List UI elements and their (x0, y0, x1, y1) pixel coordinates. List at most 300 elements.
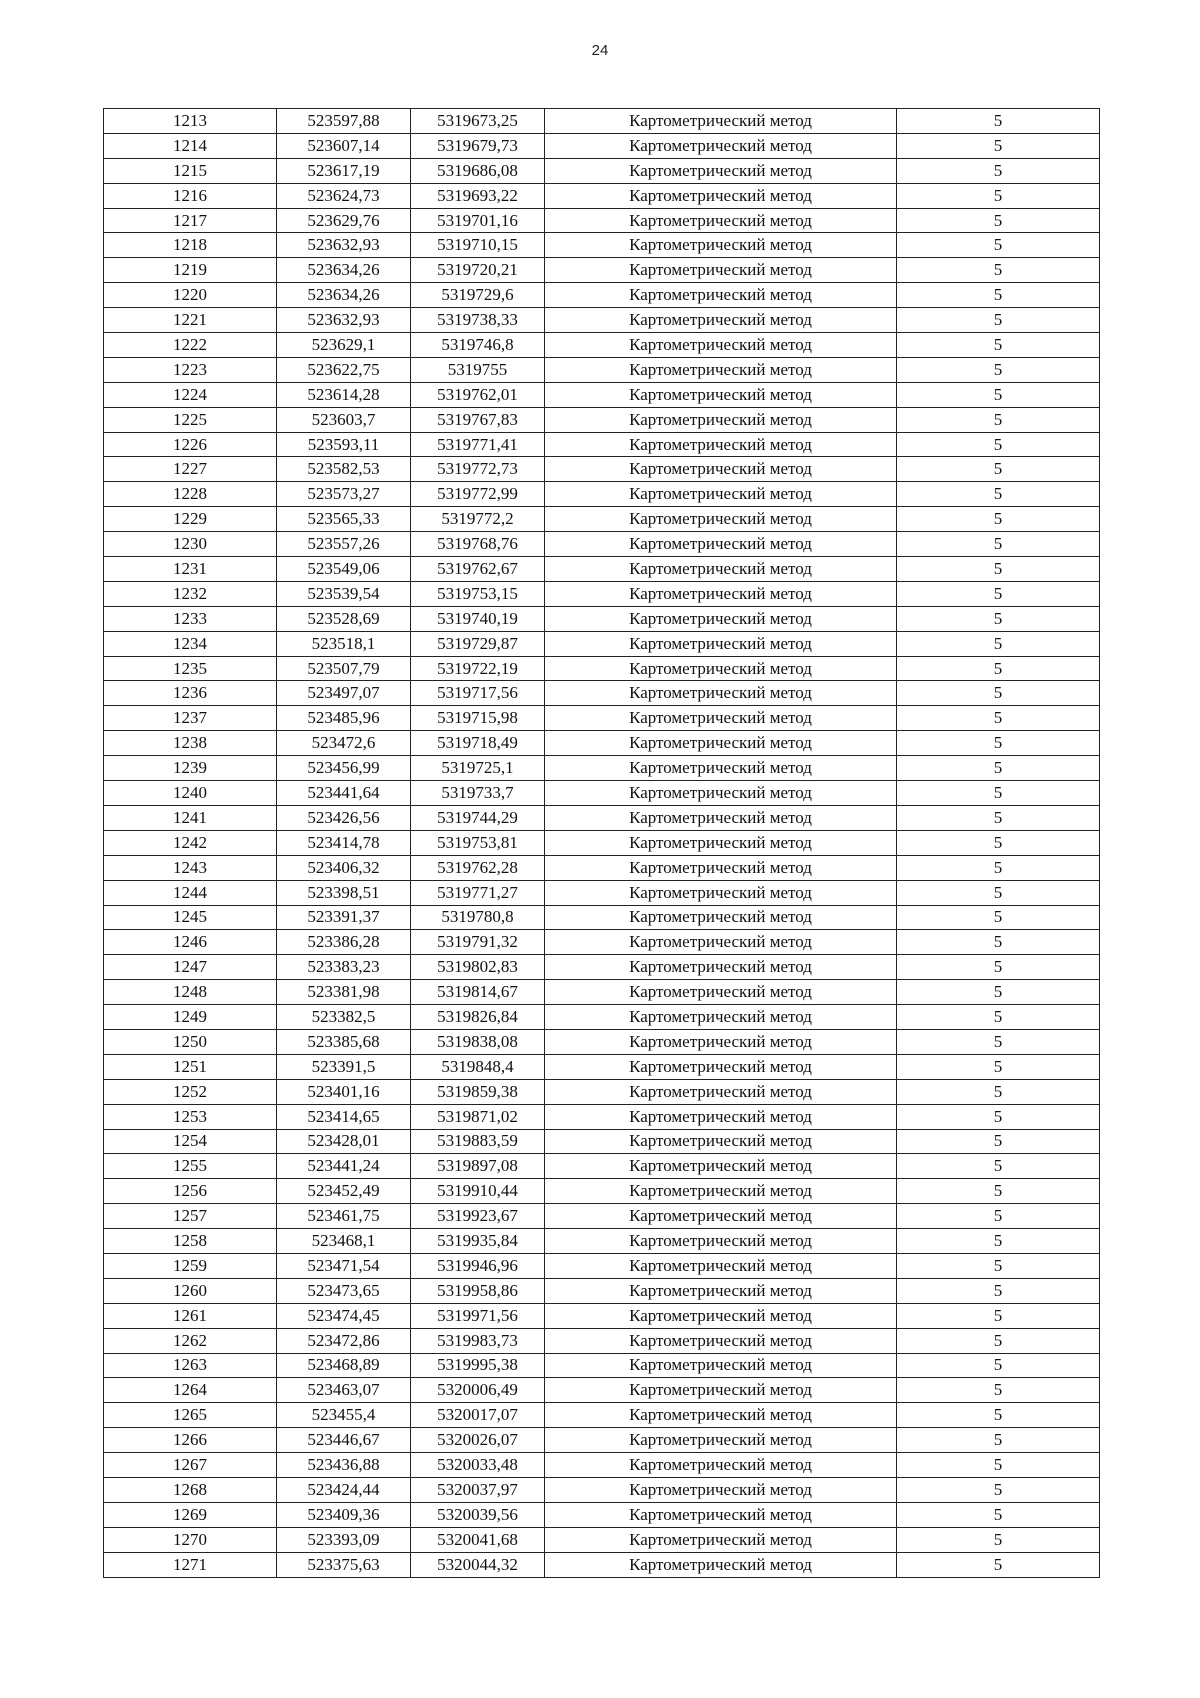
y-coordinate-cell: 5319753,15 (411, 581, 545, 606)
y-coordinate-cell: 5319733,7 (411, 781, 545, 806)
table-row (104, 681, 1100, 706)
method-cell: Картометрический метод (545, 1054, 897, 1079)
table-row (104, 407, 1100, 432)
precision-cell: 5 (897, 1552, 1100, 1577)
method-cell: Картометрический метод (545, 308, 897, 333)
point-number-cell: 1222 (104, 333, 277, 358)
x-coordinate-cell: 523375,63 (277, 1552, 411, 1577)
method-cell: Картометрический метод (545, 1229, 897, 1254)
y-coordinate-cell: 5319923,67 (411, 1204, 545, 1229)
precision-cell: 5 (897, 581, 1100, 606)
method-cell: Картометрический метод (545, 333, 897, 358)
precision-cell: 5 (897, 1204, 1100, 1229)
table-row (104, 532, 1100, 557)
y-coordinate-cell: 5320033,48 (411, 1453, 545, 1478)
x-coordinate-cell: 523497,07 (277, 681, 411, 706)
method-cell: Картометрический метод (545, 158, 897, 183)
table-row (104, 830, 1100, 855)
method-cell: Картометрический метод (545, 606, 897, 631)
y-coordinate-cell: 5319814,67 (411, 980, 545, 1005)
x-coordinate-cell: 523622,75 (277, 357, 411, 382)
x-coordinate-cell: 523528,69 (277, 606, 411, 631)
precision-cell: 5 (897, 1353, 1100, 1378)
table-row (104, 357, 1100, 382)
x-coordinate-cell: 523385,68 (277, 1029, 411, 1054)
x-coordinate-cell: 523549,06 (277, 557, 411, 582)
x-coordinate-cell: 523428,01 (277, 1129, 411, 1154)
table-row (104, 1278, 1100, 1303)
precision-cell: 5 (897, 1104, 1100, 1129)
table-row (104, 1428, 1100, 1453)
y-coordinate-cell: 5319983,73 (411, 1328, 545, 1353)
point-number-cell: 1232 (104, 581, 277, 606)
point-number-cell: 1252 (104, 1079, 277, 1104)
method-cell: Картометрический метод (545, 681, 897, 706)
method-cell: Картометрический метод (545, 1378, 897, 1403)
point-number-cell: 1259 (104, 1253, 277, 1278)
method-cell: Картометрический метод (545, 706, 897, 731)
method-cell: Картометрический метод (545, 631, 897, 656)
precision-cell: 5 (897, 606, 1100, 631)
table-row (104, 1527, 1100, 1552)
point-number-cell: 1240 (104, 781, 277, 806)
x-coordinate-cell: 523507,79 (277, 656, 411, 681)
y-coordinate-cell: 5319710,15 (411, 233, 545, 258)
table-row (104, 930, 1100, 955)
y-coordinate-cell: 5319802,83 (411, 955, 545, 980)
precision-cell: 5 (897, 283, 1100, 308)
point-number-cell: 1219 (104, 258, 277, 283)
point-number-cell: 1256 (104, 1179, 277, 1204)
point-number-cell: 1234 (104, 631, 277, 656)
x-coordinate-cell: 523468,1 (277, 1229, 411, 1254)
y-coordinate-cell: 5319910,44 (411, 1179, 545, 1204)
table-row (104, 1154, 1100, 1179)
table-row (104, 233, 1100, 258)
point-number-cell: 1217 (104, 208, 277, 233)
precision-cell: 5 (897, 880, 1100, 905)
method-cell: Картометрический метод (545, 1552, 897, 1577)
x-coordinate-cell: 523607,14 (277, 133, 411, 158)
x-coordinate-cell: 523461,75 (277, 1204, 411, 1229)
table-row (104, 631, 1100, 656)
precision-cell: 5 (897, 706, 1100, 731)
point-number-cell: 1242 (104, 830, 277, 855)
y-coordinate-cell: 5319780,8 (411, 905, 545, 930)
point-number-cell: 1264 (104, 1378, 277, 1403)
precision-cell: 5 (897, 1229, 1100, 1254)
point-number-cell: 1225 (104, 407, 277, 432)
y-coordinate-cell: 5319958,86 (411, 1278, 545, 1303)
y-coordinate-cell: 5319738,33 (411, 308, 545, 333)
method-cell: Картометрический метод (545, 1303, 897, 1328)
y-coordinate-cell: 5319771,27 (411, 880, 545, 905)
precision-cell: 5 (897, 507, 1100, 532)
precision-cell: 5 (897, 432, 1100, 457)
table-row (104, 606, 1100, 631)
y-coordinate-cell: 5319755 (411, 357, 545, 382)
precision-cell: 5 (897, 557, 1100, 582)
y-coordinate-cell: 5319848,4 (411, 1054, 545, 1079)
point-number-cell: 1269 (104, 1502, 277, 1527)
table-row (104, 1104, 1100, 1129)
point-number-cell: 1268 (104, 1477, 277, 1502)
table-row (104, 1477, 1100, 1502)
y-coordinate-cell: 5320039,56 (411, 1502, 545, 1527)
point-number-cell: 1220 (104, 283, 277, 308)
precision-cell: 5 (897, 532, 1100, 557)
point-number-cell: 1255 (104, 1154, 277, 1179)
point-number-cell: 1216 (104, 183, 277, 208)
y-coordinate-cell: 5320041,68 (411, 1527, 545, 1552)
table-row (104, 805, 1100, 830)
precision-cell: 5 (897, 109, 1100, 134)
x-coordinate-cell: 523632,93 (277, 233, 411, 258)
precision-cell: 5 (897, 357, 1100, 382)
method-cell: Картометрический метод (545, 1204, 897, 1229)
method-cell: Картометрический метод (545, 382, 897, 407)
table-row (104, 1179, 1100, 1204)
precision-cell: 5 (897, 382, 1100, 407)
x-coordinate-cell: 523603,7 (277, 407, 411, 432)
method-cell: Картометрический метод (545, 233, 897, 258)
table-row (104, 1552, 1100, 1577)
precision-cell: 5 (897, 781, 1100, 806)
precision-cell: 5 (897, 1502, 1100, 1527)
y-coordinate-cell: 5319771,41 (411, 432, 545, 457)
method-cell: Картометрический метод (545, 1278, 897, 1303)
y-coordinate-cell: 5319740,19 (411, 606, 545, 631)
precision-cell: 5 (897, 1303, 1100, 1328)
table-row (104, 133, 1100, 158)
point-number-cell: 1233 (104, 606, 277, 631)
precision-cell: 5 (897, 1005, 1100, 1030)
point-number-cell: 1246 (104, 930, 277, 955)
y-coordinate-cell: 5319826,84 (411, 1005, 545, 1030)
method-cell: Картометрический метод (545, 905, 897, 930)
precision-cell: 5 (897, 457, 1100, 482)
table-row (104, 756, 1100, 781)
x-coordinate-cell: 523409,36 (277, 1502, 411, 1527)
table-row (104, 557, 1100, 582)
method-cell: Картометрический метод (545, 1029, 897, 1054)
point-number-cell: 1229 (104, 507, 277, 532)
page-number: 24 (591, 42, 609, 59)
y-coordinate-cell: 5319762,01 (411, 382, 545, 407)
point-number-cell: 1239 (104, 756, 277, 781)
point-number-cell: 1241 (104, 805, 277, 830)
precision-cell: 5 (897, 1129, 1100, 1154)
method-cell: Картометрический метод (545, 432, 897, 457)
x-coordinate-cell: 523634,26 (277, 258, 411, 283)
point-number-cell: 1254 (104, 1129, 277, 1154)
x-coordinate-cell: 523381,98 (277, 980, 411, 1005)
table-row (104, 880, 1100, 905)
precision-cell: 5 (897, 756, 1100, 781)
precision-cell: 5 (897, 905, 1100, 930)
x-coordinate-cell: 523468,89 (277, 1353, 411, 1378)
point-number-cell: 1231 (104, 557, 277, 582)
precision-cell: 5 (897, 855, 1100, 880)
y-coordinate-cell: 5319897,08 (411, 1154, 545, 1179)
x-coordinate-cell: 523424,44 (277, 1477, 411, 1502)
method-cell: Картометрический метод (545, 1154, 897, 1179)
y-coordinate-cell: 5319679,73 (411, 133, 545, 158)
table-row (104, 183, 1100, 208)
method-cell: Картометрический метод (545, 1502, 897, 1527)
precision-cell: 5 (897, 656, 1100, 681)
point-number-cell: 1230 (104, 532, 277, 557)
x-coordinate-cell: 523518,1 (277, 631, 411, 656)
x-coordinate-cell: 523386,28 (277, 930, 411, 955)
method-cell: Картометрический метод (545, 1005, 897, 1030)
precision-cell: 5 (897, 308, 1100, 333)
table-row (104, 781, 1100, 806)
y-coordinate-cell: 5319971,56 (411, 1303, 545, 1328)
method-cell: Картометрический метод (545, 1453, 897, 1478)
method-cell: Картометрический метод (545, 133, 897, 158)
y-coordinate-cell: 5319686,08 (411, 158, 545, 183)
x-coordinate-cell: 523593,11 (277, 432, 411, 457)
x-coordinate-cell: 523414,78 (277, 830, 411, 855)
point-number-cell: 1237 (104, 706, 277, 731)
precision-cell: 5 (897, 1029, 1100, 1054)
table-row (104, 283, 1100, 308)
point-number-cell: 1228 (104, 482, 277, 507)
precision-cell: 5 (897, 955, 1100, 980)
x-coordinate-cell: 523634,26 (277, 283, 411, 308)
precision-cell: 5 (897, 482, 1100, 507)
point-number-cell: 1243 (104, 855, 277, 880)
point-number-cell: 1238 (104, 731, 277, 756)
method-cell: Картометрический метод (545, 731, 897, 756)
method-cell: Картометрический метод (545, 1129, 897, 1154)
precision-cell: 5 (897, 333, 1100, 358)
method-cell: Картометрический метод (545, 1104, 897, 1129)
x-coordinate-cell: 523446,67 (277, 1428, 411, 1453)
point-number-cell: 1218 (104, 233, 277, 258)
table-row (104, 1353, 1100, 1378)
precision-cell: 5 (897, 407, 1100, 432)
y-coordinate-cell: 5319762,28 (411, 855, 545, 880)
precision-cell: 5 (897, 133, 1100, 158)
method-cell: Картометрический метод (545, 1079, 897, 1104)
table-row (104, 905, 1100, 930)
x-coordinate-cell: 523441,64 (277, 781, 411, 806)
point-number-cell: 1221 (104, 308, 277, 333)
precision-cell: 5 (897, 980, 1100, 1005)
y-coordinate-cell: 5319673,25 (411, 109, 545, 134)
table-row (104, 581, 1100, 606)
precision-cell: 5 (897, 1328, 1100, 1353)
y-coordinate-cell: 5319744,29 (411, 805, 545, 830)
x-coordinate-cell: 523441,24 (277, 1154, 411, 1179)
precision-cell: 5 (897, 1403, 1100, 1428)
table-row (104, 1079, 1100, 1104)
y-coordinate-cell: 5319946,96 (411, 1253, 545, 1278)
point-number-cell: 1235 (104, 656, 277, 681)
table-row (104, 855, 1100, 880)
precision-cell: 5 (897, 258, 1100, 283)
y-coordinate-cell: 5319859,38 (411, 1079, 545, 1104)
y-coordinate-cell: 5319729,87 (411, 631, 545, 656)
y-coordinate-cell: 5319871,02 (411, 1104, 545, 1129)
method-cell: Картометрический метод (545, 357, 897, 382)
method-cell: Картометрический метод (545, 457, 897, 482)
precision-cell: 5 (897, 233, 1100, 258)
x-coordinate-cell: 523456,99 (277, 756, 411, 781)
table-row (104, 109, 1100, 134)
point-number-cell: 1266 (104, 1428, 277, 1453)
method-cell: Картометрический метод (545, 1253, 897, 1278)
method-cell: Картометрический метод (545, 980, 897, 1005)
method-cell: Картометрический метод (545, 1403, 897, 1428)
point-number-cell: 1244 (104, 880, 277, 905)
y-coordinate-cell: 5320017,07 (411, 1403, 545, 1428)
x-coordinate-cell: 523485,96 (277, 706, 411, 731)
precision-cell: 5 (897, 1179, 1100, 1204)
table-row (104, 457, 1100, 482)
y-coordinate-cell: 5319717,56 (411, 681, 545, 706)
precision-cell: 5 (897, 1054, 1100, 1079)
table-row (104, 1502, 1100, 1527)
point-number-cell: 1262 (104, 1328, 277, 1353)
x-coordinate-cell: 523582,53 (277, 457, 411, 482)
method-cell: Картометрический метод (545, 1179, 897, 1204)
table-row (104, 1303, 1100, 1328)
method-cell: Картометрический метод (545, 507, 897, 532)
y-coordinate-cell: 5319883,59 (411, 1129, 545, 1154)
precision-cell: 5 (897, 1253, 1100, 1278)
y-coordinate-cell: 5319722,19 (411, 656, 545, 681)
method-cell: Картометрический метод (545, 781, 897, 806)
y-coordinate-cell: 5319838,08 (411, 1029, 545, 1054)
y-coordinate-cell: 5319935,84 (411, 1229, 545, 1254)
x-coordinate-cell: 523463,07 (277, 1378, 411, 1403)
table-row (104, 1253, 1100, 1278)
x-coordinate-cell: 523406,32 (277, 855, 411, 880)
table-row (104, 731, 1100, 756)
method-cell: Картометрический метод (545, 581, 897, 606)
y-coordinate-cell: 5319693,22 (411, 183, 545, 208)
precision-cell: 5 (897, 1278, 1100, 1303)
method-cell: Картометрический метод (545, 283, 897, 308)
x-coordinate-cell: 523539,54 (277, 581, 411, 606)
table-row (104, 258, 1100, 283)
x-coordinate-cell: 523472,6 (277, 731, 411, 756)
precision-cell: 5 (897, 1428, 1100, 1453)
x-coordinate-cell: 523624,73 (277, 183, 411, 208)
point-number-cell: 1270 (104, 1527, 277, 1552)
method-cell: Картометрический метод (545, 656, 897, 681)
method-cell: Картометрический метод (545, 955, 897, 980)
y-coordinate-cell: 5319768,76 (411, 532, 545, 557)
table-row (104, 1005, 1100, 1030)
y-coordinate-cell: 5319701,16 (411, 208, 545, 233)
point-number-cell: 1247 (104, 955, 277, 980)
coordinates-table-body (104, 109, 1100, 1578)
precision-cell: 5 (897, 1154, 1100, 1179)
y-coordinate-cell: 5319720,21 (411, 258, 545, 283)
table-row (104, 432, 1100, 457)
precision-cell: 5 (897, 158, 1100, 183)
x-coordinate-cell: 523452,49 (277, 1179, 411, 1204)
table-row (104, 333, 1100, 358)
method-cell: Картометрический метод (545, 482, 897, 507)
x-coordinate-cell: 523455,4 (277, 1403, 411, 1428)
point-number-cell: 1267 (104, 1453, 277, 1478)
x-coordinate-cell: 523391,37 (277, 905, 411, 930)
y-coordinate-cell: 5319772,73 (411, 457, 545, 482)
y-coordinate-cell: 5319791,32 (411, 930, 545, 955)
precision-cell: 5 (897, 930, 1100, 955)
y-coordinate-cell: 5319729,6 (411, 283, 545, 308)
x-coordinate-cell: 523573,27 (277, 482, 411, 507)
x-coordinate-cell: 523398,51 (277, 880, 411, 905)
point-number-cell: 1260 (104, 1278, 277, 1303)
y-coordinate-cell: 5319772,2 (411, 507, 545, 532)
x-coordinate-cell: 523617,19 (277, 158, 411, 183)
x-coordinate-cell: 523597,88 (277, 109, 411, 134)
method-cell: Картометрический метод (545, 1353, 897, 1378)
point-number-cell: 1249 (104, 1005, 277, 1030)
precision-cell: 5 (897, 1453, 1100, 1478)
table-row (104, 955, 1100, 980)
y-coordinate-cell: 5319762,67 (411, 557, 545, 582)
x-coordinate-cell: 523565,33 (277, 507, 411, 532)
point-number-cell: 1215 (104, 158, 277, 183)
method-cell: Картометрический метод (545, 855, 897, 880)
y-coordinate-cell: 5319718,49 (411, 731, 545, 756)
point-number-cell: 1271 (104, 1552, 277, 1577)
y-coordinate-cell: 5319725,1 (411, 756, 545, 781)
y-coordinate-cell: 5319753,81 (411, 830, 545, 855)
y-coordinate-cell: 5319767,83 (411, 407, 545, 432)
table-row (104, 1204, 1100, 1229)
point-number-cell: 1253 (104, 1104, 277, 1129)
method-cell: Картометрический метод (545, 532, 897, 557)
x-coordinate-cell: 523426,56 (277, 805, 411, 830)
precision-cell: 5 (897, 830, 1100, 855)
point-number-cell: 1248 (104, 980, 277, 1005)
method-cell: Картометрический метод (545, 756, 897, 781)
x-coordinate-cell: 523471,54 (277, 1253, 411, 1278)
point-number-cell: 1223 (104, 357, 277, 382)
table-row (104, 1129, 1100, 1154)
point-number-cell: 1245 (104, 905, 277, 930)
method-cell: Картометрический метод (545, 1527, 897, 1552)
y-coordinate-cell: 5319746,8 (411, 333, 545, 358)
precision-cell: 5 (897, 731, 1100, 756)
x-coordinate-cell: 523414,65 (277, 1104, 411, 1129)
x-coordinate-cell: 523391,5 (277, 1054, 411, 1079)
method-cell: Картометрический метод (545, 805, 897, 830)
table-row (104, 656, 1100, 681)
coordinates-table (103, 108, 1100, 1578)
method-cell: Картометрический метод (545, 109, 897, 134)
precision-cell: 5 (897, 183, 1100, 208)
point-number-cell: 1213 (104, 109, 277, 134)
point-number-cell: 1226 (104, 432, 277, 457)
table-row (104, 1328, 1100, 1353)
precision-cell: 5 (897, 631, 1100, 656)
method-cell: Картометрический метод (545, 208, 897, 233)
point-number-cell: 1258 (104, 1229, 277, 1254)
table-row (104, 980, 1100, 1005)
table-row (104, 507, 1100, 532)
table-row (104, 382, 1100, 407)
point-number-cell: 1224 (104, 382, 277, 407)
